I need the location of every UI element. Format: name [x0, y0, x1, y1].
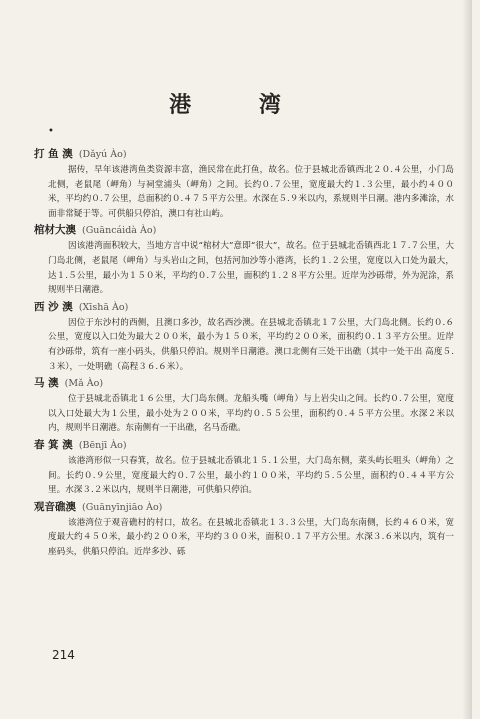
entry-pinyin: (Dǎyú Ào)	[78, 149, 127, 160]
entry-name: 西 沙 澳	[34, 300, 73, 313]
entry-text: 该港湾形似一只春箕，故名。位于县城北岙镇北１５.１公里，大门岛东侧，菜头屿长咀头（岬角）之间。长约０.９公里，宽度最大约０.７公里，最小约１００米，平均约５.５公里，面积约０.４４平方公里。水深３.２米以内，规则半日潮港，可供船只停泊。	[48, 455, 454, 496]
entry-pinyin: (Bēnjī Ào)	[78, 439, 127, 451]
entry-pinyin: (Guāncáidà Ào)	[82, 225, 157, 237]
entry	[34, 146, 454, 221]
entry-name: 观音礁澳	[34, 500, 76, 513]
entry	[34, 499, 454, 560]
entry	[34, 437, 454, 498]
entries-list	[34, 146, 454, 560]
page-number: 214	[52, 648, 75, 662]
entry	[34, 222, 454, 297]
section-title: 港 湾	[169, 93, 311, 118]
entry-name: 春 箕 澳	[34, 438, 73, 451]
entry-text: 因该港湾面积较大，当地方言中说“棺材大”意即“很大”，故名。位于县城北岙镇西北１７.７公里，大门岛北侧，老鼠尾（岬角）与头岩山之间，包括河加沙等小港湾，长约１.２公里，宽度以入口处为最大，达１.５公里，最小为１５０米，平均约０.７公里，面积约１.２８平方公里。近岸为沙砾带，外为泥涂，系规则半日潮港。	[48, 241, 454, 296]
entry-pinyin: (Mǎ Ào)	[64, 378, 104, 390]
entry-text: 据传，早年该港湾鱼类资源丰富，渔民常在此打鱼，故名。位于县城北岙镇西北２０.４公里，小门岛北侧，老鼠尾（岬角）与祠堂浦头（岬角）之间。长约０.７公里，宽度最大约１.３公里，最小约４００米，平均约０.７公里，总面积约０.４７５平方公里。水深在５.９米以内，系规则半日潮。港内多滩涂，水面非常疑于等。可供船只停泊，澳口有社山屿。	[48, 165, 454, 219]
entry-text: 位于县城北岙镇北１６公里，大门岛东侧。龙船头嘴（岬角）与上岩尖山之间。长约０.７公里，宽度以入口处最大为１公里，最小处为２００米，平均约０.５５公里，面积约０.４５平方公里。水深２米以内，规则半日潮港。东南侧有一干出礁，名马岙礁。	[48, 394, 454, 434]
entry-pinyin: (Xīshā Ào)	[78, 301, 129, 313]
entry-name: 打 鱼 澳	[34, 148, 73, 160]
entry-text: 该港湾位于观音礁村的村口，故名。在县城北岙镇北１３.３公里，大门岛东南侧，长约４６０米，宽度最大约４５０米，最小约２００米，平均约３００米，面积０.１７平方公里。水深３.６米以内，筑有一座码头，供船只停泊。近岸多沙、砾	[48, 517, 454, 557]
entry-text: 因位于东沙村的西侧，且澳口多沙，故名西沙澳。在县城北岙镇北１７公里，大门岛北侧。长约０.６公里，宽度以入口处为最大２００米，最小为１５０米，平均约２００米，面积约０.１３平方公里。近岸有沙砾带，筑有一座小码头，供船只停泊。规则半日潮港。澳口北侧有三处干出礁（其中一处干出 高度５.３米），一处明礁（高程３６.６米）。	[48, 317, 454, 372]
bullet-mark: •	[48, 126, 54, 137]
entry	[34, 299, 454, 374]
entry-name: 马 澳	[34, 377, 59, 390]
entry	[34, 375, 454, 436]
entry-pinyin: (Guānyīnjiāo Ào)	[82, 501, 163, 513]
entry-name: 棺材大澳	[34, 224, 76, 237]
